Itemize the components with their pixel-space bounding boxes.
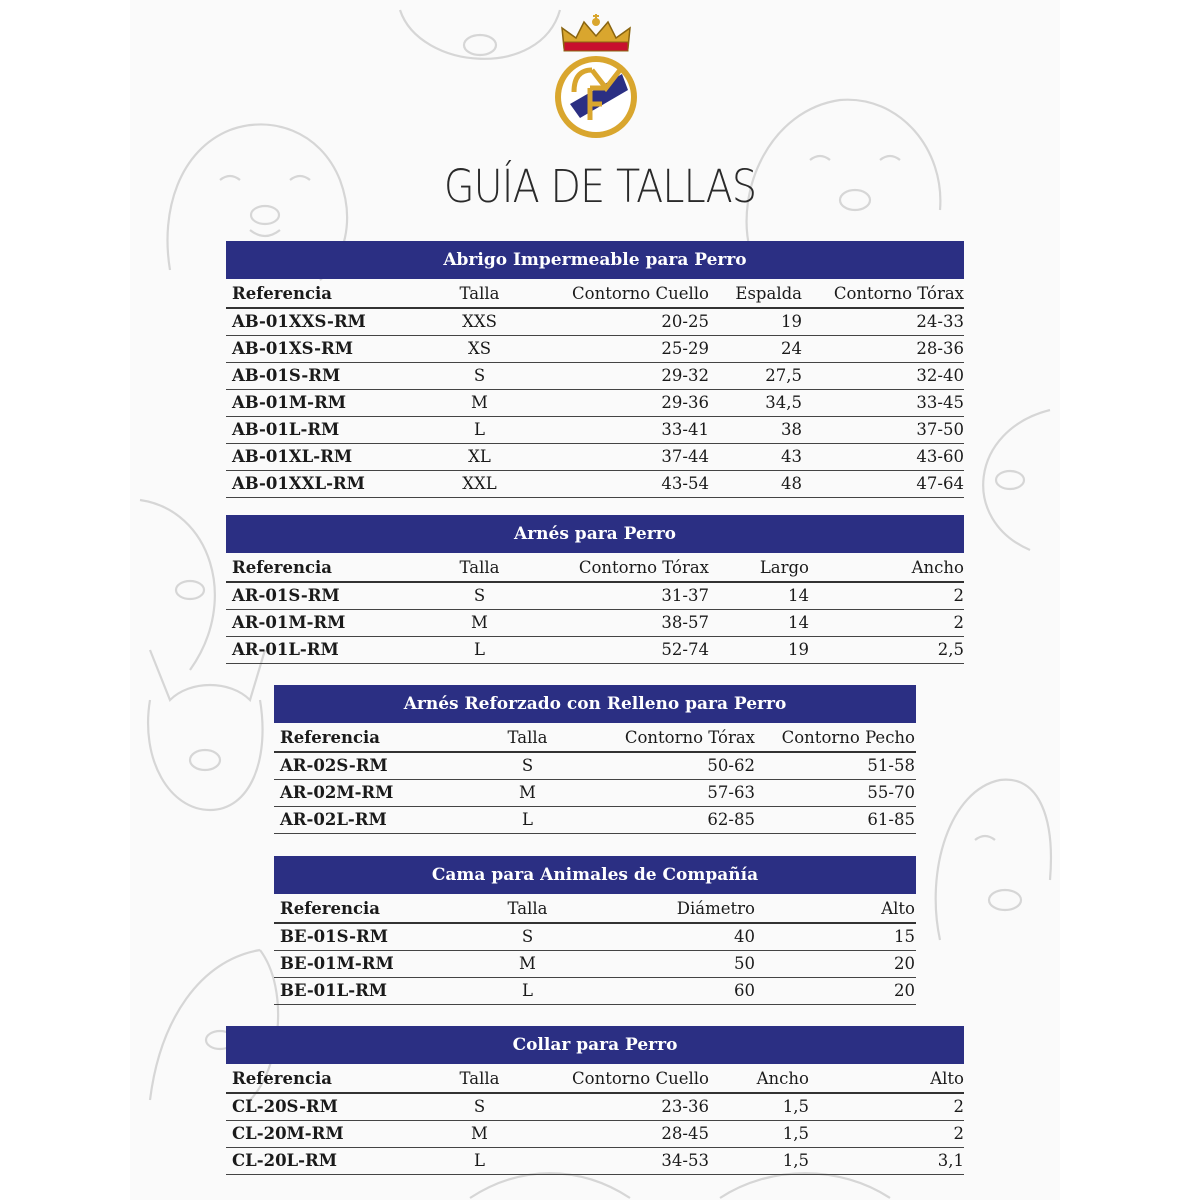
table-title: Arnés Reforzado con Relleno para Perro bbox=[274, 685, 916, 723]
cell-value: 34-53 bbox=[661, 1151, 709, 1170]
table-row bbox=[226, 336, 964, 363]
cell-referencia: AR-01M-RM bbox=[232, 613, 346, 632]
cell-value: 24 bbox=[781, 339, 802, 358]
header-cell: Ancho bbox=[756, 1069, 809, 1088]
cell-value: 2 bbox=[953, 1124, 964, 1143]
cell-value: 14 bbox=[788, 586, 809, 605]
cell-value: 2,5 bbox=[937, 640, 964, 659]
cell-referencia: AB-01XXL-RM bbox=[232, 474, 365, 493]
table-header-row bbox=[226, 555, 964, 583]
table-arnes bbox=[226, 515, 964, 664]
table-header-row bbox=[274, 896, 916, 924]
table-title: Abrigo Impermeable para Perro bbox=[226, 241, 964, 279]
cell-talla: S bbox=[473, 586, 486, 605]
cell-referencia: AR-02M-RM bbox=[280, 783, 394, 802]
cell-value: 51-58 bbox=[867, 756, 915, 775]
cell-talla: M bbox=[519, 954, 536, 973]
table-row bbox=[226, 417, 964, 444]
table-header-row bbox=[226, 281, 964, 309]
cell-value: 34,5 bbox=[765, 393, 802, 412]
cell-value: 19 bbox=[788, 640, 809, 659]
cell-value: 20 bbox=[894, 954, 915, 973]
header-cell: Referencia bbox=[280, 899, 380, 918]
cell-value: 15 bbox=[894, 927, 915, 946]
cell-value: 38-57 bbox=[661, 613, 709, 632]
cell-value: 28-45 bbox=[661, 1124, 709, 1143]
cell-referencia: AB-01M-RM bbox=[232, 393, 346, 412]
cell-value: 1,5 bbox=[782, 1124, 809, 1143]
table-row bbox=[226, 1148, 964, 1175]
cell-value: 24-33 bbox=[916, 312, 964, 331]
table-title: Cama para Animales de Compañía bbox=[274, 856, 916, 894]
table-cama bbox=[274, 856, 916, 1005]
cell-talla: S bbox=[473, 366, 486, 385]
cell-talla: M bbox=[471, 1124, 488, 1143]
cell-talla: S bbox=[473, 1097, 486, 1116]
header-cell: Largo bbox=[759, 558, 809, 577]
cell-value: 2 bbox=[953, 1097, 964, 1116]
table-row bbox=[274, 978, 916, 1005]
dog-sketch-icon bbox=[130, 640, 270, 820]
cell-value: 57-63 bbox=[707, 783, 755, 802]
cell-value: 29-36 bbox=[661, 393, 709, 412]
table-row bbox=[226, 583, 964, 610]
cell-value: 37-44 bbox=[661, 447, 709, 466]
table-row bbox=[226, 444, 964, 471]
cell-value: 48 bbox=[781, 474, 802, 493]
cell-talla: XS bbox=[467, 339, 492, 358]
header-cell: Diámetro bbox=[676, 899, 755, 918]
cell-value: 32-40 bbox=[916, 366, 964, 385]
cell-talla: XXS bbox=[462, 312, 497, 331]
table-header-row bbox=[274, 725, 916, 753]
cell-referencia: AB-01XL-RM bbox=[232, 447, 353, 466]
cell-value: 1,5 bbox=[782, 1151, 809, 1170]
header-cell: Talla bbox=[459, 284, 500, 303]
header-cell: Talla bbox=[459, 558, 500, 577]
cell-talla: L bbox=[522, 981, 533, 1000]
cell-talla: L bbox=[522, 810, 533, 829]
cell-talla: XL bbox=[468, 447, 491, 466]
cell-referencia: AR-02L-RM bbox=[280, 810, 387, 829]
cell-value: 20 bbox=[894, 981, 915, 1000]
table-row bbox=[274, 780, 916, 807]
cell-talla: L bbox=[474, 640, 485, 659]
header-cell: Referencia bbox=[232, 558, 332, 577]
dog-sketch-icon bbox=[950, 400, 1060, 560]
cell-value: 62-85 bbox=[707, 810, 755, 829]
cell-value: 2 bbox=[953, 586, 964, 605]
cell-value: 1,5 bbox=[782, 1097, 809, 1116]
table-title: Arnés para Perro bbox=[226, 515, 964, 553]
table-abrigo bbox=[226, 241, 964, 498]
header-cell: Contorno Tórax bbox=[578, 558, 709, 577]
table-row bbox=[226, 637, 964, 664]
cell-value: 29-32 bbox=[661, 366, 709, 385]
cell-talla: L bbox=[474, 420, 485, 439]
table-row bbox=[226, 309, 964, 336]
cell-value: 43-60 bbox=[916, 447, 964, 466]
header-cell: Contorno Cuello bbox=[572, 284, 709, 303]
cell-value: 14 bbox=[788, 613, 809, 632]
cell-value: 37-50 bbox=[916, 420, 964, 439]
header-cell: Ancho bbox=[911, 558, 964, 577]
cell-talla: M bbox=[519, 783, 536, 802]
cell-referencia: CL-20L-RM bbox=[232, 1151, 337, 1170]
cell-talla: M bbox=[471, 613, 488, 632]
cell-value: 3,1 bbox=[937, 1151, 964, 1170]
header-cell: Contorno Tórax bbox=[833, 284, 964, 303]
header-cell: Talla bbox=[507, 728, 548, 747]
cell-value: 52-74 bbox=[661, 640, 709, 659]
header-cell: Alto bbox=[930, 1069, 964, 1088]
cell-value: 31-37 bbox=[661, 586, 709, 605]
table-row bbox=[274, 807, 916, 834]
header-cell: Contorno Pecho bbox=[781, 728, 915, 747]
header-cell: Talla bbox=[507, 899, 548, 918]
dog-sketch-icon bbox=[920, 760, 1060, 950]
cell-talla: S bbox=[521, 756, 534, 775]
table-row bbox=[226, 610, 964, 637]
cell-referencia: AB-01L-RM bbox=[232, 420, 340, 439]
header-cell: Espalda bbox=[735, 284, 802, 303]
header-cell: Referencia bbox=[232, 1069, 332, 1088]
cell-referencia: AB-01S-RM bbox=[232, 366, 341, 385]
cell-referencia: AR-02S-RM bbox=[280, 756, 388, 775]
cell-value: 20-25 bbox=[661, 312, 709, 331]
table-title: Collar para Perro bbox=[226, 1026, 964, 1064]
cell-value: 43-54 bbox=[661, 474, 709, 493]
cell-referencia: AB-01XXS-RM bbox=[232, 312, 366, 331]
cell-value: 43 bbox=[781, 447, 802, 466]
table-header-row bbox=[226, 1066, 964, 1094]
cell-referencia: BE-01M-RM bbox=[280, 954, 394, 973]
real-madrid-crest-logo bbox=[550, 14, 642, 142]
header-cell: Alto bbox=[881, 899, 915, 918]
cell-referencia: BE-01S-RM bbox=[280, 927, 388, 946]
cell-value: 19 bbox=[781, 312, 802, 331]
cell-talla: S bbox=[521, 927, 534, 946]
table-row bbox=[226, 363, 964, 390]
cell-talla: M bbox=[471, 393, 488, 412]
header-cell: Contorno Cuello bbox=[572, 1069, 709, 1088]
cell-referencia: BE-01L-RM bbox=[280, 981, 388, 1000]
header-cell: Contorno Tórax bbox=[624, 728, 755, 747]
cell-referencia: AR-01S-RM bbox=[232, 586, 340, 605]
cell-referencia: CL-20M-RM bbox=[232, 1124, 344, 1143]
cell-value: 25-29 bbox=[661, 339, 709, 358]
cell-value: 33-45 bbox=[916, 393, 964, 412]
table-row bbox=[226, 390, 964, 417]
cell-talla: L bbox=[474, 1151, 485, 1170]
table-row bbox=[274, 924, 916, 951]
table-collar bbox=[226, 1026, 964, 1175]
cell-value: 61-85 bbox=[867, 810, 915, 829]
table-row bbox=[226, 471, 964, 498]
cell-value: 50-62 bbox=[707, 756, 755, 775]
cell-value: 40 bbox=[734, 927, 755, 946]
cell-value: 33-41 bbox=[661, 420, 709, 439]
cell-value: 38 bbox=[781, 420, 802, 439]
cell-value: 50 bbox=[734, 954, 755, 973]
cell-referencia: AR-01L-RM bbox=[232, 640, 339, 659]
cell-value: 60 bbox=[734, 981, 755, 1000]
table-row bbox=[226, 1094, 964, 1121]
header-cell: Talla bbox=[459, 1069, 500, 1088]
table-arnes-reforzado bbox=[274, 685, 916, 834]
cell-talla: XXL bbox=[462, 474, 497, 493]
table-row bbox=[274, 951, 916, 978]
table-row bbox=[274, 753, 916, 780]
cell-value: 55-70 bbox=[867, 783, 915, 802]
cell-value: 27,5 bbox=[765, 366, 802, 385]
cell-referencia: AB-01XS-RM bbox=[232, 339, 354, 358]
cell-value: 28-36 bbox=[916, 339, 964, 358]
cell-value: 2 bbox=[953, 613, 964, 632]
header-cell: Referencia bbox=[232, 284, 332, 303]
cell-referencia: CL-20S-RM bbox=[232, 1097, 338, 1116]
table-row bbox=[226, 1121, 964, 1148]
header-cell: Referencia bbox=[280, 728, 380, 747]
cell-value: 47-64 bbox=[916, 474, 964, 493]
page-title: GUÍA DE TALLAS bbox=[443, 160, 757, 213]
cell-value: 23-36 bbox=[661, 1097, 709, 1116]
